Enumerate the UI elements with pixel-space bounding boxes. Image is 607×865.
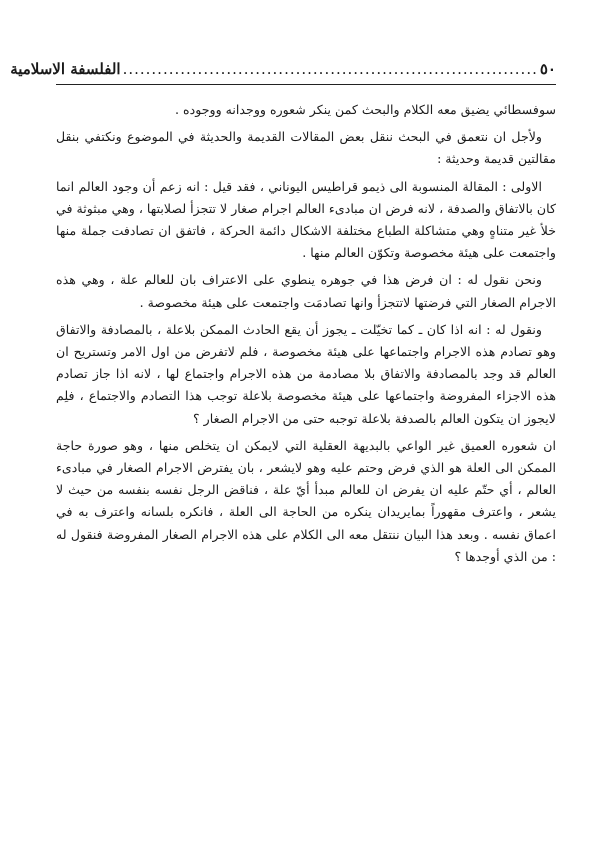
header-rule — [56, 84, 556, 85]
paragraph: ونحن نقول له : ان فرض هذا في جوهره ينطوي على الاعتراف بان للعالم علة ، وهي هذه الاجرام الصغار التي فرضتها لاتتجزأ وانها تصادمَت واجتمعت على هيئة مخصوصة . — [56, 272, 556, 310]
running-header — [10, 58, 556, 80]
paragraph: الاولى : المقالة المنسوبة الى ذيمو قراطيس اليوناني ، فقد قيل : انه زعم أن وجود العالم انما كان بالاتفاق والصدفة ، لانه فرض ان مبادىء العالم اجرام صغار لا تتجزأ لصلابتها ، وهي مبثوثة في خلأ غير متناهٍ وهي متشاكلة الطباع مختلفة الاشكال دائمة الحركة ، فاتفق ان تصادفت جملة منها واجتمعت على هيئة مخصوصة وتكوّن العالم منها . — [56, 178, 556, 261]
paragraph: ان شعوره العميق غير الواعي بالبديهة العقلية التي لايمكن ان يتخلص منها ، وهو صورة حاجة الممكن الى العلة هو الذي فرض وحتم عليه وهو لايشعر ، بان يفترض الاجرام الصغار في مبادىء العالم ، أي حتّم عليه ان يفرض ان للعالم مبدأ أيّ علة ، فناقض الرجل نفسه بنفسه من حيث لا يشعر ، واعترف مقهوراً بمايريدان ينكره من الحاجة الى العلة ، فانكره بلسانه واعترف به في اعماق نفسه . وبعد هذا البيان ننتقل معه الى الكلام على هذه الاجرام الصغار المفروضة فنقول له : من الذي أوجدها ؟ — [56, 437, 556, 564]
paragraph: سوفسطائي يضيق معه الكلام والبحث كمن ينكر شعوره ووجدانه ووجوده . — [175, 102, 556, 117]
page-number: ٥٠ — [539, 60, 556, 78]
body-text — [56, 99, 556, 568]
paragraph: ولأجل ان نتعمق في البحث ننقل بعض المقالات القديمة والحديثة في الموضوع ونكتفي بنقل مقالتين قديمة وحديثة : — [56, 129, 556, 167]
paragraph: ونقول له : انه اذا كان ـ كما تخيّلت ـ يجوز أن يقع الحادث الممكن بلاعلة ، بالمصادفة والاتفاق وهو تصادم هذه الاجرام واجتماعها على هيئة مخصوصة ، فلم لاتفرض من اول الامر وتستريح ان العالم قد وجد بالمصادفة والاتفاق بلا مصادمة من هذه الاجرام واجتماع لها ، لانه اذا جاز تصادم هذه الاجزاء المفروضة واجتماعها على هيئة مخصوصة بلاعلة توجب هذا التصادم والاجتماع ، فلِم لايجوز ان يتكون العالم بالصدفة بلاعلة توجبه حتى من الاجرام الصغار ؟ — [56, 321, 556, 426]
running-title: الفلسفة الاسلامية — [10, 60, 121, 78]
book-page — [10, 58, 556, 573]
leader-dots: ........................................................................ — [122, 60, 538, 78]
